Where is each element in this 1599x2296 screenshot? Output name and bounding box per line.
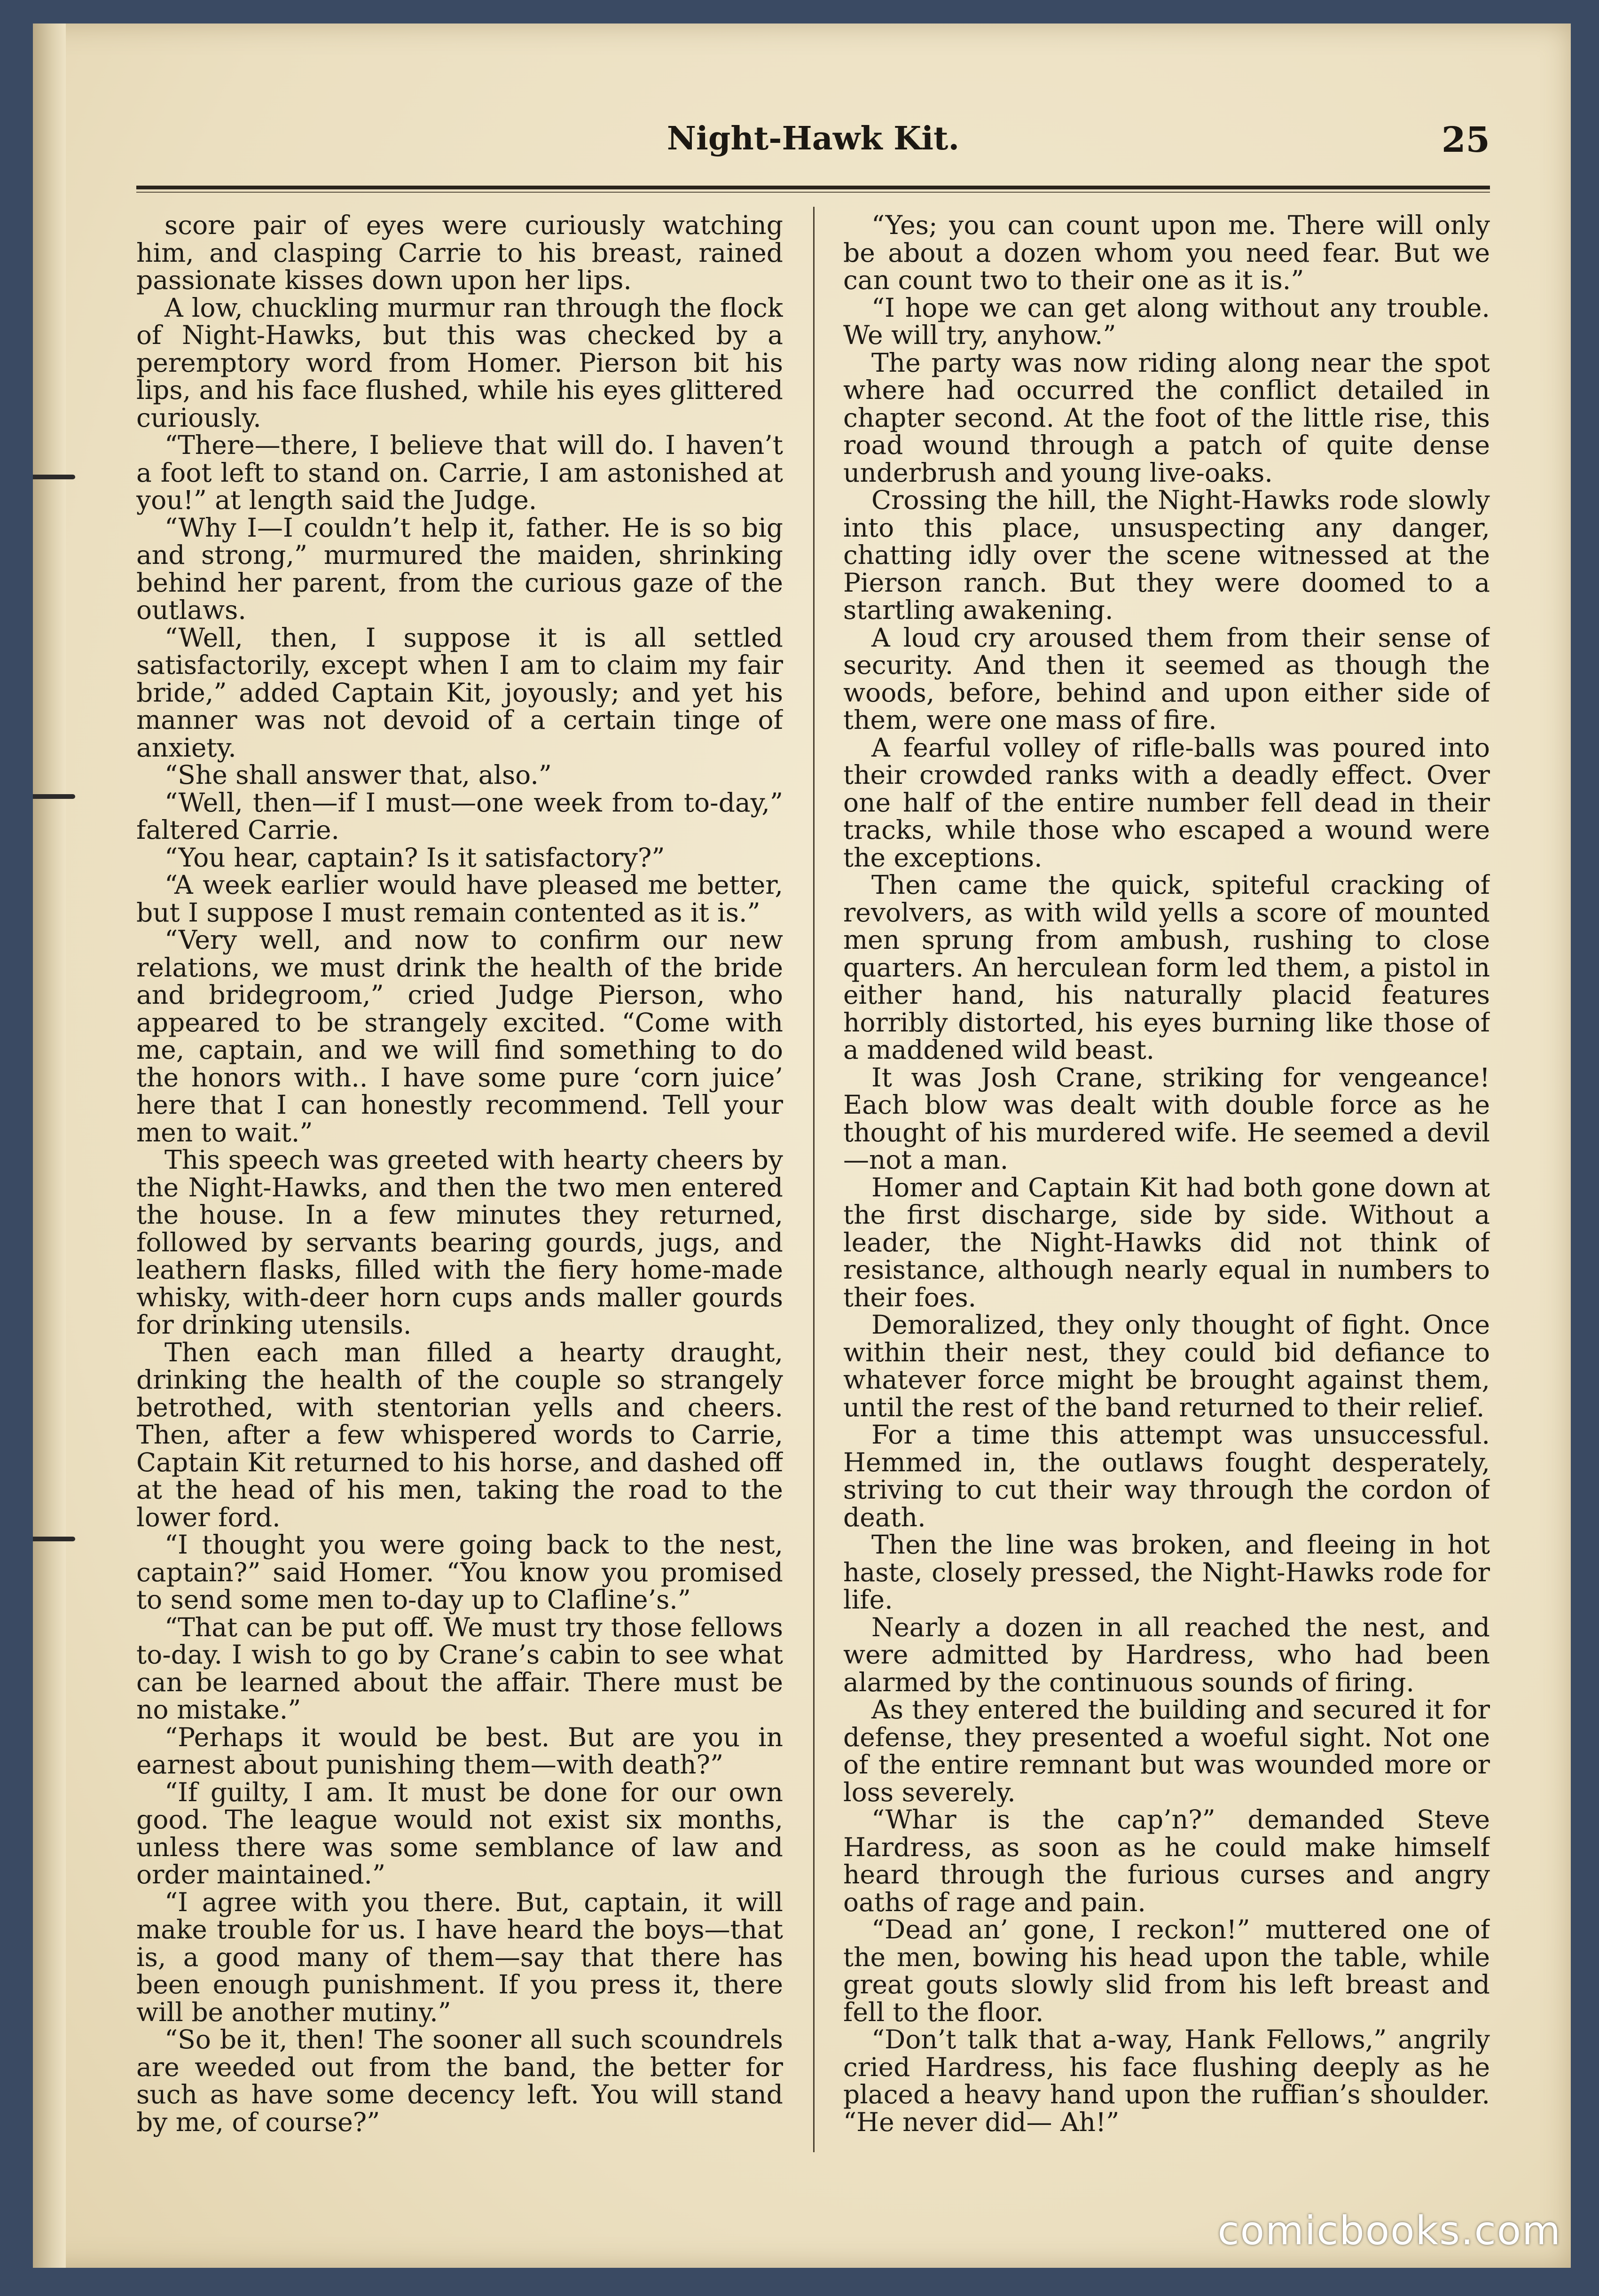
page-number: 25 <box>1442 120 1490 160</box>
paragraph: “That can be put off. We must try those fellows to-day. I wish to go by Crane’s cabin to see what can be learned about the affair. There must be no mistake.” <box>136 1612 783 1725</box>
paragraph: “I agree with you there. But, captain, it will make trouble for us. I have heard the boys—that is, a good many of them—say that there has been enough punishment. If you press it, there will be another mutiny.” <box>136 1887 783 2027</box>
binding-stitch <box>33 1537 75 1541</box>
paragraph: “There—there, I believe that will do. I haven’t a foot left to stand on. Carrie, I am astonished at you!” at length said the Judge. <box>136 430 783 515</box>
running-title: Night-Hawk Kit. <box>666 120 960 157</box>
binding-stitch <box>33 794 75 799</box>
binding-stitch <box>33 475 75 479</box>
paragraph: A fearful volley of rifle-balls was poured into their crowded ranks with a deadly effect. Over one half of the entire number fell dead in their tracks, while those who escaped a wound were the exceptions. <box>843 732 1490 873</box>
paragraph: This speech was greeted with hearty cheers by the Night-Hawks, and then the two men entered the house. In a few minutes they returned, followed by servants bearing gourds, jugs, and leathern flasks, filled with the fiery home-made whisky, with-deer horn cups ands maller gourds for drinking utensils. <box>136 1145 783 1340</box>
paragraph: “Perhaps it would be best. But are you in earnest about punishing them—with death?” <box>136 1722 783 1780</box>
paragraph: Demoralized, they only thought of fight. Once within their nest, they could bid defiance to whatever force might be brought against them, until the rest of the band returned to their relief. <box>843 1310 1490 1422</box>
text-column-right <box>843 211 1490 2162</box>
paragraph: Then each man filled a hearty draught, drinking the health of the couple so strangely betrothed, with stentorian yells and cheers. Then, after a few whispered words to Carrie, Captain Kit returned to his horse, and dashed off at the head of his men, taking the road to the lower ford. <box>136 1337 783 1532</box>
paragraph: “Yes; you can count upon me. There will only be about a dozen whom you need fear. But we can count two to their one as it is.” <box>843 211 1490 295</box>
paragraph: For a time this attempt was unsuccessful. Hemmed in, the outlaws fought desperately, striving to cut their way through the cordon of death. <box>843 1420 1490 1532</box>
paragraph: The party was now riding along near the spot where had occurred the conflict detailed in chapter second. At the foot of the little rise, this road wound through a patch of quite dense underbrush and young live-oaks. <box>843 347 1490 488</box>
paragraph: It was Josh Crane, striking for vengeance! Each blow was dealt with double force as he thought of his murdered wife. He seemed a devil—not a man. <box>843 1062 1490 1175</box>
header-rule <box>136 186 1490 189</box>
text-column-left <box>136 211 783 2162</box>
paragraph: Then the line was broken, and fleeing in hot haste, closely pressed, the Night-Hawks rode for life. <box>843 1530 1490 1615</box>
paragraph: “So be it, then! The sooner all such scoundrels are weeded out from the band, the better for such as have some decency left. You will stand by me, of course?” <box>136 2024 783 2137</box>
column-divider <box>813 207 815 2152</box>
paragraph: “She shall answer that, also.” <box>165 760 552 790</box>
header-rule-thin <box>136 192 1490 193</box>
paragraph: “Well, then—if I must—one week from to-day,” faltered Carrie. <box>136 787 783 845</box>
paragraph: Crossing the hill, the Night-Hawks rode slowly into this place, unsuspecting any danger, chatting idly over the scene witnessed at the Pierson ranch. But they were doomed to a startling awakening. <box>843 485 1490 625</box>
paragraph: As they entered the building and secured it for defense, they presented a woeful sight. Not one of the entire remnant but was wounded more or loss severely. <box>843 1695 1490 1807</box>
paragraph: “Well, then, I suppose it is all settled satisfactorily, except when I am to claim my fair bride,” added Captain Kit, joyously; and yet his manner was not devoid of a certain tinge of anxiety. <box>136 622 783 763</box>
paragraph: Then came the quick, spiteful cracking of revolvers, as with wild yells a score of mounted men sprung from ambush, rushing to close quarters. An herculean form led them, a pistol in either hand, his naturally placid features horribly distorted, his eyes burning like those of a maddened wild beast. <box>843 870 1490 1065</box>
paragraph: “Why I—I couldn’t help it, father. He is so big and strong,” murmured the maiden, shrinking behind her parent, from the curious gaze of the outlaws. <box>136 512 783 625</box>
watermark: comicbooks.com <box>1217 2208 1561 2254</box>
paragraph: “Whar is the cap’n?” demanded Steve Hardress, as soon as he could make himself heard through the furious curses and angry oaths of rage and pain. <box>843 1804 1490 1917</box>
paragraph: “I hope we can get along without any trouble. We will try, anyhow.” <box>843 292 1490 350</box>
paragraph: “Dead an’ gone, I reckon!” muttered one of the men, bowing his head upon the table, while great gouts slowly slid from his left breast and fell to the floor. <box>843 1914 1490 2027</box>
paragraph: Homer and Captain Kit had both gone down at the first discharge, side by side. Without a leader, the Night-Hawks did not think of resistance, although nearly equal in numbers to their foes. <box>843 1172 1490 1312</box>
paragraph: score pair of eyes were curiously watching him, and clasping Carrie to his breast, rained passionate kisses down upon her lips. <box>136 211 783 295</box>
paragraph: “Don’t talk that a-way, Hank Fellows,” angrily cried Hardress, his face flushing deeply as he placed a heavy hand upon the ruffian’s shoulder. “He never did— Ah!” <box>843 2024 1490 2137</box>
page-header <box>136 101 1490 167</box>
paragraph: “If guilty, I am. It must be done for our own good. The league would not exist six months, unless there was some semblance of law and order maintained.” <box>136 1777 783 1890</box>
paragraph: A loud cry aroused them from their sense of security. And then it seemed as though the woods, before, behind and upon either side of them, were one mass of fire. <box>843 622 1490 735</box>
paragraph: “A week earlier would have pleased me better, but I suppose I must remain contented as it is.” <box>136 870 783 928</box>
paragraph: “I thought you were going back to the nest, captain?” said Homer. “You know you promised to send some men to-day up to Clafline’s.” <box>136 1530 783 1615</box>
paragraph: “You hear, captain? Is it satisfactory?” <box>165 842 665 873</box>
paragraph: “Very well, and now to confirm our new relations, we must drink the health of the bride and bridegroom,” cried Judge Pierson, who appeared to be strangely excited. “Come with me, captain, and we will find something to do the honors with.. I have some pure ‘corn juice’ here that I can honestly recommend. Tell your men to wait.” <box>136 925 783 1148</box>
page-gutter <box>33 23 66 2268</box>
paragraph: Nearly a dozen in all reached the nest, and were admitted by Hardress, who had been alarmed by the continuous sounds of firing. <box>843 1612 1490 1697</box>
paragraph: A low, chuckling murmur ran through the flock of Night-Hawks, but this was checked by a peremptory word from Homer. Pierson bit his lips, and his face flushed, while his eyes glittered curiously. <box>136 292 783 433</box>
